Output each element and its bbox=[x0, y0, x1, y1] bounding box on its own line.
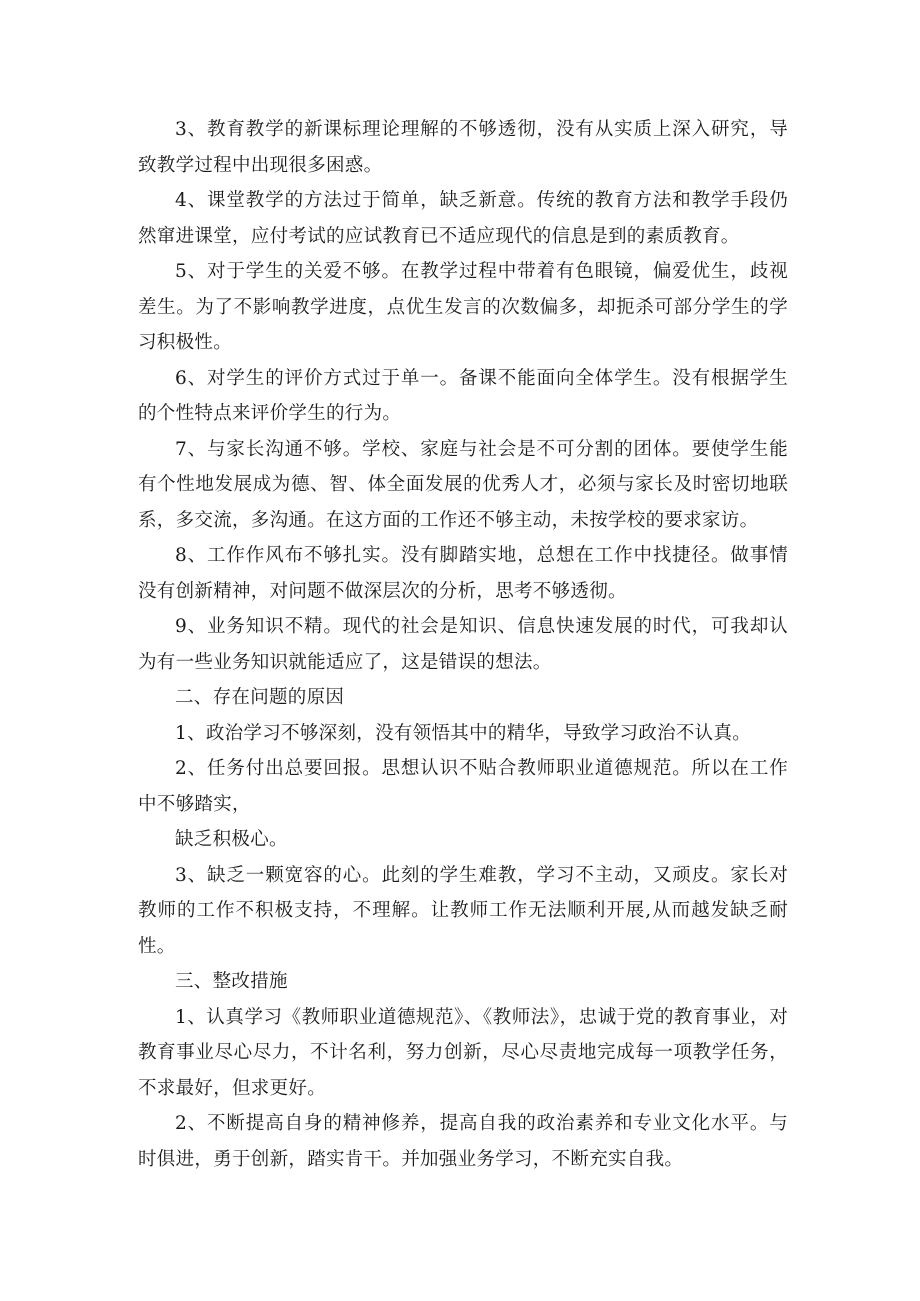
paragraph-problem-7: 7、与家长沟通不够。学校、家庭与社会是不可分割的团体。要使学生能有个性地发展成为德、智、体全面发展的优秀人才，必须与家长及时密切地联系，多交流，多沟通。在这方面的工作还不够主动，未按学校的要求家访。 bbox=[138, 438, 788, 531]
paragraph-problem-9: 9、业务知识不精。现代的社会是知识、信息快速发展的时代，可我却认为有一些业务知识就能适应了，这是错误的想法。 bbox=[138, 616, 788, 673]
paragraph-problem-4: 4、课堂教学的方法过于简单，缺乏新意。传统的教育方法和教学手段仍然窜进课堂，应付考试的应试教育已不适应现代的信息是到的素质教育。 bbox=[138, 190, 788, 247]
paragraph-problem-5: 5、对于学生的关爱不够。在教学过程中带着有色眼镜，偏爱优生，歧视差生。为了不影响教学进度，点优生发言的次数偏多，却扼杀可部分学生的学习积极性。 bbox=[138, 261, 788, 353]
section-heading-causes: 二、存在问题的原因 bbox=[175, 687, 345, 708]
document-body bbox=[138, 112, 788, 1177]
paragraph-problem-8: 8、工作作风布不够扎实。没有脚踏实地，总想在工作中找捷径。做事情没有创新精神，对问题不做深层次的分析，思考不够透彻。 bbox=[138, 545, 788, 602]
paragraph-problem-3: 3、教育教学的新课标理论理解的不够透彻，没有从实质上深入研究，导致教学过程中出现很多困惑。 bbox=[138, 119, 788, 176]
paragraph-cause-1: 1、政治学习不够深刻，没有领悟其中的精华，导致学习政治不认真。 bbox=[175, 722, 752, 744]
paragraph-problem-6: 6、对学生的评价方式过于单一。备课不能面向全体学生。没有根据学生的个性特点来评价学生的行为。 bbox=[138, 367, 788, 424]
section-heading-measures: 三、整改措施 bbox=[175, 971, 288, 992]
paragraph-measure-1: 1、认真学习《教师职业道德规范》、《教师法》，忠诚于党的教育事业，对教育事业尽心尽力，不计名利，努力创新，尽心尽责地完成每一项教学任务，不求最好，但求更好。 bbox=[138, 1006, 788, 1099]
paragraph-cause-2: 2、任务付出总要回报。思想认识不贴合教师职业道德规范。所以在工作中不够踏实， bbox=[138, 758, 788, 815]
paragraph-measure-2: 2、不断提高自身的精神修养，提高自我的政治素养和专业文化水平。与时俱进，勇于创新，踏实肯干。并加强业务学习，不断充实自我。 bbox=[138, 1113, 788, 1170]
paragraph-cause-3: 3、缺乏一颗宽容的心。此刻的学生难教，学习不主动，又顽皮。家长对教师的工作不积极支持，不理解。让教师工作无法顺利开展,从而越发缺乏耐性。 bbox=[138, 864, 788, 957]
paragraph-cause-2-continued: 缺乏积极心。 bbox=[175, 829, 288, 850]
